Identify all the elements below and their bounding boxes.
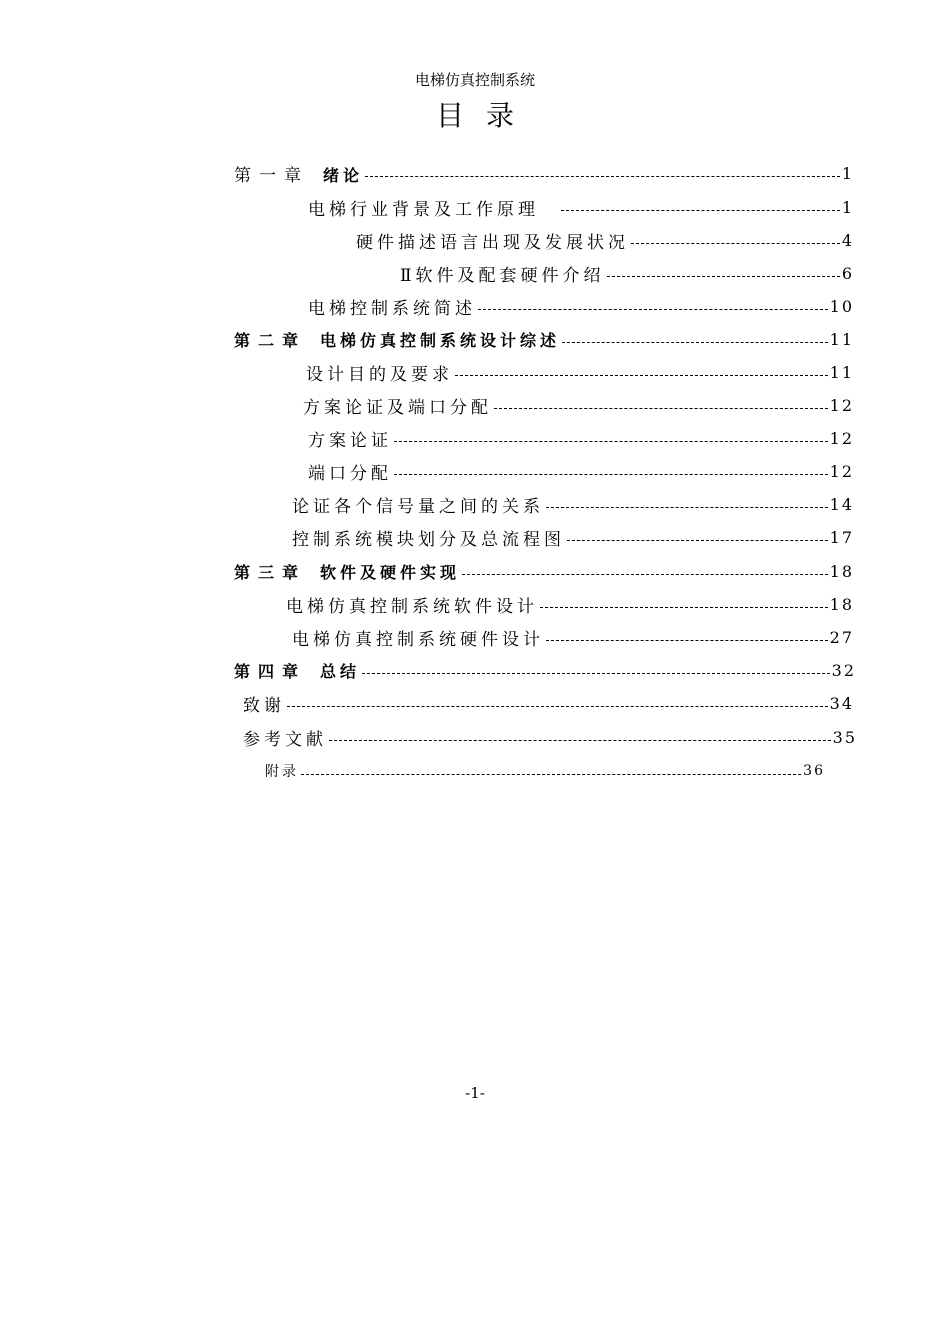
dot-leader	[301, 774, 801, 775]
toc-entry-page: 12	[829, 461, 854, 481]
toc-entry-label	[234, 328, 560, 351]
toc-entry[interactable]	[303, 393, 854, 417]
toc-entry[interactable]	[306, 360, 854, 384]
dot-leader	[462, 574, 828, 575]
toc-title: 目录	[435, 99, 536, 132]
dot-leader	[546, 507, 828, 508]
dot-leader	[607, 276, 840, 277]
toc-entry[interactable]	[308, 294, 854, 318]
toc-entry-chapter-3[interactable]	[234, 559, 854, 583]
dot-leader	[287, 706, 828, 707]
toc-entry-label: 电梯仿真控制系统硬件设计	[292, 629, 544, 649]
dot-leader	[561, 210, 840, 211]
chapter-title: 绪论	[323, 165, 364, 185]
toc-entry-chapter-2[interactable]	[234, 327, 854, 351]
dot-leader	[362, 673, 830, 674]
toc-entry-label: 电梯行业背景及工作原理	[308, 199, 539, 219]
dot-leader	[546, 640, 828, 641]
toc-entry[interactable]	[308, 426, 854, 450]
toc-entry-label: 参考文献	[243, 729, 327, 749]
toc-entry-label: 电梯仿真控制系统软件设计	[286, 596, 538, 616]
page-number: -1-	[465, 1084, 485, 1102]
running-header: 电梯仿真控制系统	[414, 71, 535, 89]
toc-entry[interactable]	[308, 459, 854, 483]
toc-entry-chapter-1[interactable]	[234, 161, 854, 185]
toc-entry-label: 致谢	[243, 695, 285, 715]
toc-entry[interactable]	[292, 525, 854, 549]
toc-entry[interactable]	[292, 492, 854, 516]
toc-entry-label	[234, 560, 460, 583]
chapter-title: 总结	[320, 661, 361, 681]
chapter-number: 第二章	[234, 330, 307, 350]
dot-leader	[394, 474, 828, 475]
toc-entry[interactable]	[265, 759, 825, 783]
toc-entry-label: 设计目的及要求	[306, 364, 453, 384]
toc-entry-page: 6	[841, 263, 854, 283]
toc-entry-label: 方案论证	[308, 430, 392, 450]
toc-entry-label	[234, 161, 363, 185]
dot-leader	[394, 441, 828, 442]
chapter-number: 第四章	[234, 661, 307, 681]
chapter-title: 电梯仿真控制系统设计综述	[320, 330, 561, 350]
toc-entry[interactable]	[243, 725, 857, 749]
toc-entry-page: 18	[829, 561, 854, 581]
dot-leader	[329, 740, 831, 741]
toc-entry-page: 12	[829, 395, 854, 415]
dot-leader	[455, 375, 828, 376]
chapter-number: 第一章	[234, 165, 309, 185]
dot-leader	[365, 176, 840, 177]
toc-entry-page: 11	[829, 329, 854, 349]
toc-entry-label: 论证各个信号量之间的关系	[292, 496, 544, 516]
toc-entry-label: 电梯控制系统简述	[308, 298, 476, 318]
toc-entry-label: 端口分配	[308, 463, 392, 483]
toc-entry-page: 18	[829, 594, 854, 614]
toc-entry-page: 1	[841, 197, 854, 217]
toc-entry-page: 27	[829, 627, 854, 647]
toc-entry-page: 11	[829, 362, 854, 382]
dot-leader	[631, 243, 840, 244]
toc-entry[interactable]	[243, 691, 854, 715]
toc-entry[interactable]	[400, 261, 854, 285]
dot-leader	[494, 408, 828, 409]
chapter-title: 软件及硬件实现	[320, 562, 461, 582]
toc-entry-page: 12	[829, 428, 854, 448]
toc-entry-label	[234, 659, 360, 682]
toc-entry-label: Ⅱ软件及配套硬件介绍	[400, 265, 605, 285]
chapter-number: 第三章	[234, 562, 307, 582]
toc-entry[interactable]	[308, 195, 854, 219]
toc-entry-page: 34	[829, 693, 854, 713]
toc-entry-page: 1	[841, 163, 854, 183]
dot-leader	[567, 540, 828, 541]
toc-entry-page: 10	[829, 296, 854, 316]
dot-leader	[540, 607, 828, 608]
dot-leader	[478, 309, 828, 310]
toc-entry-page: 4	[841, 230, 854, 250]
toc-entry-label: 方案论证及端口分配	[303, 397, 492, 417]
toc-entry-chapter-4[interactable]	[234, 658, 856, 682]
toc-entry[interactable]	[356, 228, 854, 252]
toc-entry-page: 14	[829, 494, 854, 514]
toc-entry[interactable]	[292, 625, 854, 649]
toc-entry-page: 35	[832, 727, 857, 747]
toc-entry-page: 32	[831, 660, 856, 680]
toc-entry-label: 硬件描述语言出现及发展状况	[356, 232, 629, 252]
dot-leader	[562, 342, 828, 343]
toc-entry[interactable]	[286, 592, 854, 616]
toc-entry-page: 17	[829, 527, 854, 547]
toc-entry-label: 附录	[265, 764, 299, 780]
toc-entry-page: 36	[803, 763, 825, 779]
toc-entry-label: 控制系统模块划分及总流程图	[292, 529, 565, 549]
